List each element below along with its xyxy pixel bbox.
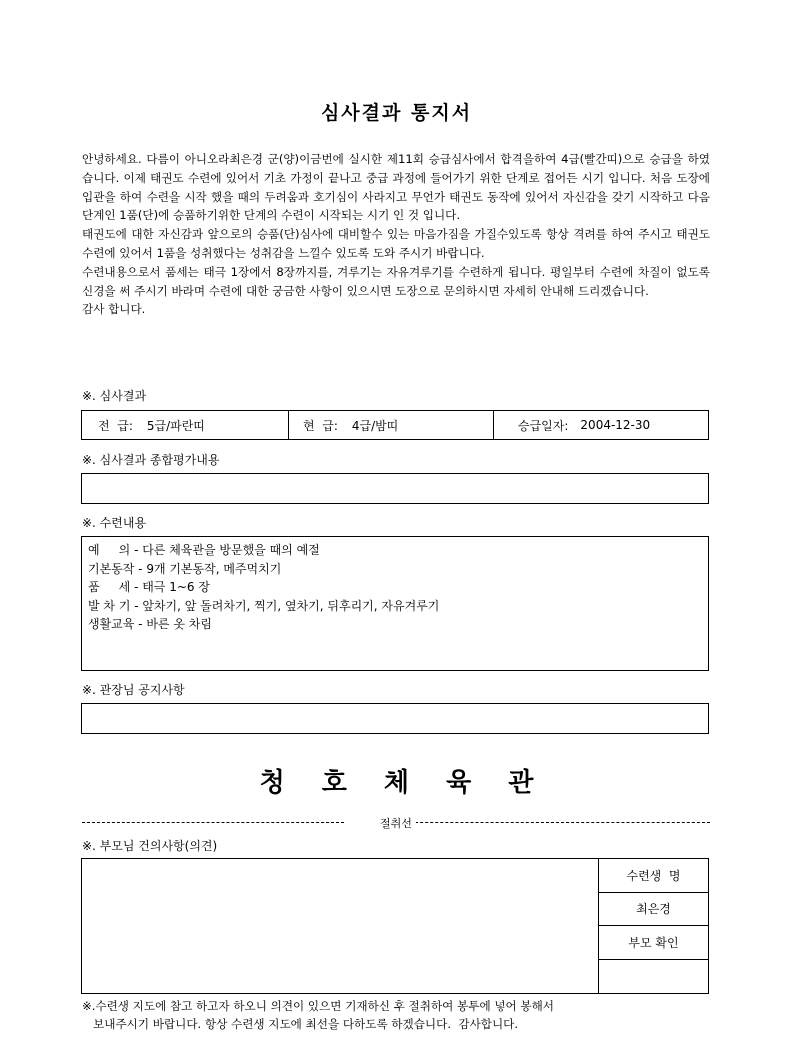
current-grade-cell bbox=[288, 411, 493, 439]
previous-grade-label: 전 급: bbox=[98, 418, 133, 433]
footer-note bbox=[82, 997, 712, 1033]
footer-line-1: ※.수련생 지도에 참고 하고자 하오니 의견이 있으면 기재하신 후 절취하여 봉투에 넣어 봉해서 bbox=[82, 999, 555, 1013]
footer-line-2: 보내주시기 바랍니다. 항상 수련생 지도에 최선을 다하도록 하겠습니다. 감사합니다. bbox=[82, 1017, 519, 1031]
training-section-label: ※. 수련내용 bbox=[82, 516, 147, 530]
intro-paragraph-1: 안녕하세요. 다름이 아니오라최은경 군(양)이금번에 실시한 제11회 승급심사에서 합격을하여 4급(빨간띠)으로 승급을 하였습니다. 이제 태권도 수련에 있어서 기초 가정이 끝나고 중급 과정에 들어가기 위한 단계로 접어든 시기 입니다. 처음 도장에 입관을 하여 수련을 시작 했을 때의 두려움과 호기심이 사라지고 무언가 태권도 동작에 있어서 자신감을 갖기 시작하고 다음 단계인 1품(단)에 승품하기위한 단계의 수련이 시작되는 시기 인 것 입니다. bbox=[82, 152, 710, 223]
training-line: 예 의 - 다른 체육관을 방문했을 때의 예절 bbox=[88, 543, 320, 557]
training-line: 기본동작 - 9개 기본동작, 메주먹치기 bbox=[88, 561, 282, 576]
promotion-date-label: 승급일자: bbox=[518, 418, 569, 433]
promotion-date-cell bbox=[493, 411, 708, 439]
intro-paragraph-4: 감사 합니다. bbox=[82, 302, 146, 317]
opinion-box bbox=[81, 858, 709, 994]
result-section-label: ※. 심사결과 bbox=[82, 389, 147, 403]
training-line: 발 차 기 - 앞차기, 앞 돌려차기, 찍기, 옆차기, 뒤후리기, 자유겨루기 bbox=[88, 598, 440, 613]
document-title: 심사결과 통지서 bbox=[320, 102, 473, 124]
opinion-section-label: ※. 부모님 건의사항(의견) bbox=[82, 839, 218, 853]
notice-section-label: ※. 관장님 공지사항 bbox=[82, 683, 185, 697]
current-grade-label: 현 급: bbox=[303, 418, 338, 433]
student-name-value: 최은경 bbox=[599, 893, 708, 927]
student-name-header: 수련생 명 bbox=[599, 859, 708, 893]
student-info-column bbox=[598, 859, 708, 993]
evaluation-section-label: ※. 심사결과 종합평가내용 bbox=[82, 453, 220, 467]
intro-text bbox=[82, 150, 710, 319]
result-table bbox=[81, 410, 709, 440]
cut-line-label: 절취선 bbox=[376, 817, 416, 830]
training-line: 생활교육 - 바른 옷 차림 bbox=[88, 617, 212, 631]
parent-signature-field bbox=[599, 960, 708, 994]
intro-paragraph-2: 태권도에 대한 자신감과 앞으로의 승품(단)심사에 대비할수 있는 마음가짐을 가질수있도록 항상 격려를 하여 주시고 태권도 수련에 있어서 1품을 성취했다는 성취감을 느낄수 있도록 도와 주시기 바랍니다. bbox=[82, 227, 710, 260]
cut-line bbox=[82, 815, 710, 829]
promotion-date-value: 2004-12-30 bbox=[580, 418, 651, 432]
training-box bbox=[81, 536, 709, 671]
previous-grade-cell bbox=[82, 411, 288, 439]
notice-box bbox=[81, 703, 709, 734]
parent-confirm-header: 부모 확인 bbox=[599, 926, 708, 960]
current-grade-value: 4급/밤띠 bbox=[351, 418, 399, 433]
previous-grade-value: 5급/파란띠 bbox=[146, 418, 205, 433]
evaluation-box bbox=[81, 473, 709, 504]
gym-name: 청 호 체 육 관 bbox=[259, 768, 534, 798]
intro-paragraph-3: 수련내용으로서 품세는 태극 1장에서 8장까지를, 겨루기는 자유겨루기를 수련하게 됩니다. 평일부터 수련에 차질이 없도록 신경을 써 주시기 바라며 수련에 대한 궁금한 사항이 있으시면 도장으로 문의하시면 자세히 안내해 드리겠습니다. bbox=[82, 264, 710, 298]
training-line: 품 세 - 태극 1~6 장 bbox=[88, 580, 210, 594]
